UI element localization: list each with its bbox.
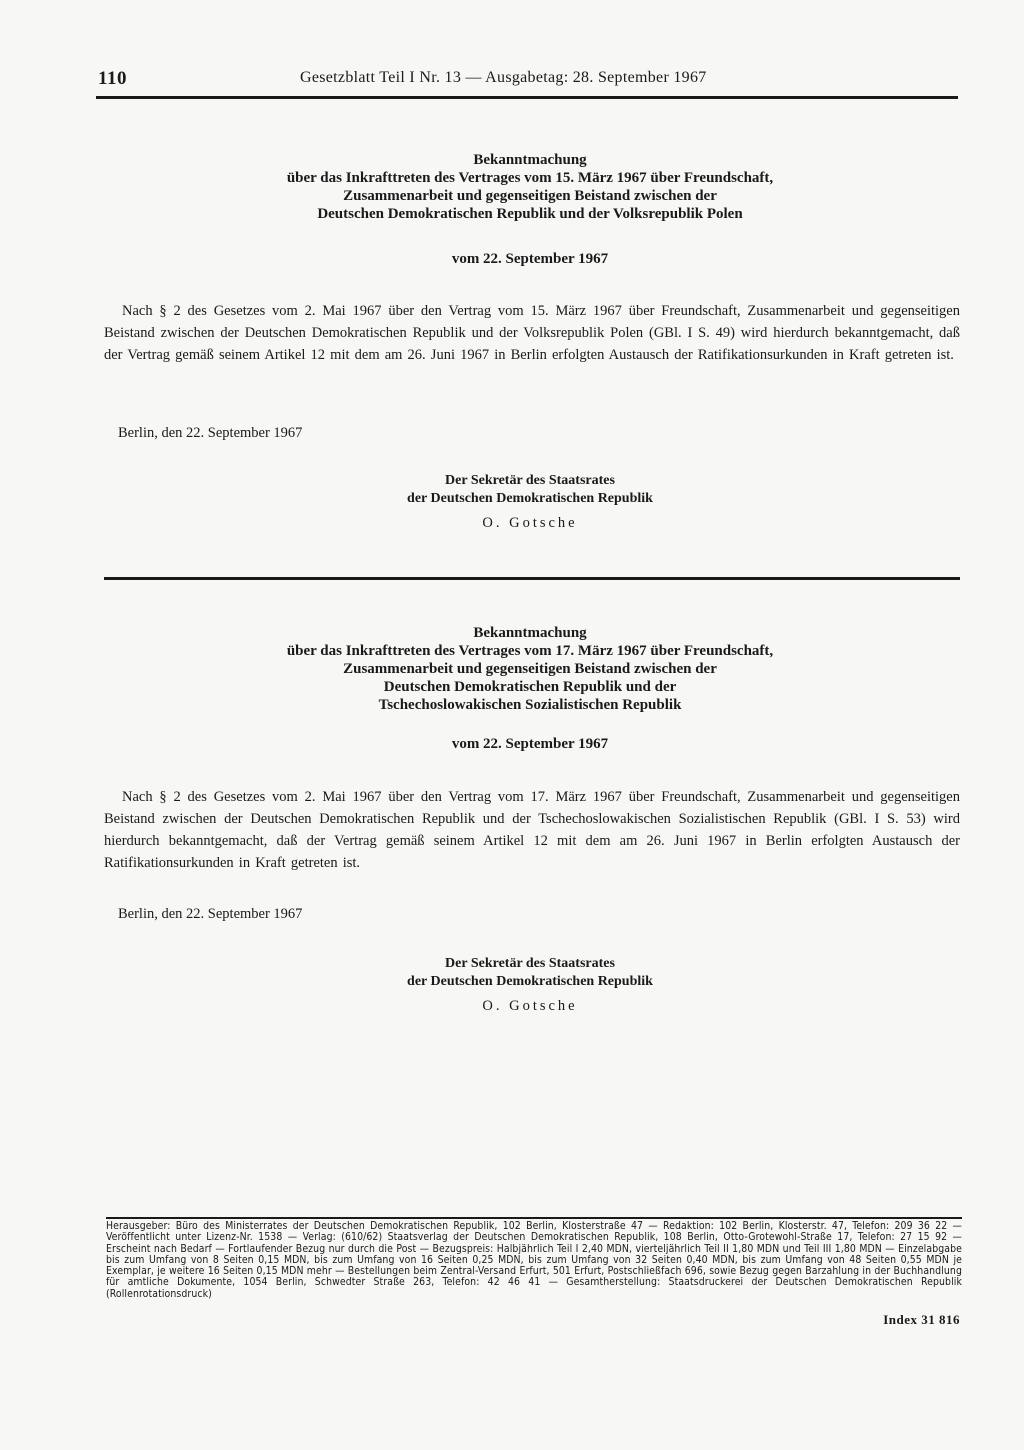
footer-rule [106,1217,962,1219]
announcement-1-title-line: Zusammenarbeit und gegenseitigen Beistand zwischen der [343,188,717,204]
announcement-2-title-line: Zusammenarbeit und gegenseitigen Beistand zwischen der [343,661,717,677]
announcement-2-title-line: Tschechoslowakischen Sozialistischen Republik [378,697,682,713]
section-divider [104,577,960,580]
announcement-1-signer [100,472,960,508]
announcement-2-signer [100,955,960,991]
signer-title-line: Der Sekretär des Staatsrates [445,473,615,488]
announcement-1-title-line: über das Inkrafttreten des Vertrages vom 15. März 1967 über Freundschaft, [286,170,774,186]
signer-title-line: Der Sekretär des Staatsrates [445,956,615,971]
page-header [98,68,958,94]
header-rule [96,96,958,99]
announcement-2-title-line: Deutschen Demokratischen Republik und der [383,679,677,695]
publisher-imprint: Herausgeber: Büro des Ministerrates der Deutschen Demokratischen Republik, 102 Berlin, Klosterstraße 47 — Redaktion: 102 Berlin, Klosterstr. 47, Telefon: 209 36 22 — Veröffentlicht unter Lizenz-Nr. 1538 — Verlag: (610/62) Staatsverlag der Deutschen Demokratischen Republik, 108 Berlin, Otto-Grotewohl-Straße 17, Telefon: 27 15 92 — Erscheint nach Bedarf — Fortlaufender Bezug nur durch die Post — Bezugspreis: Halbjährlich Teil I 2,40 MDN, vierteljährlich Teil II 1,80 MDN und Teil III 1,80 MDN — Einzelabgabe bis zum Umfang von 8 Seiten 0,15 MDN, bis zum Umfang von 16 Seiten 0,25 MDN, bis zum Umfang von 32 Seiten 0,40 MDN, bis zum Umfang von 48 Seiten 0,55 MDN je Exemplar, je weitere 16 Seiten 0,15 MDN mehr — Bestellungen beim Zentral-Versand Erfurt, 501 Erfurt, Postschließfach 696, sowie Bezug gegen Barzahlung in der Buchhandlung für amtliche Dokumente, 1054 Berlin, Schwedter Straße 263, Telefon: 42 46 41 — Gesamtherstellung: Staatsdruckerei der Deutschen Demokratischen Republik (Rollenrotationsdruck) [106,1220,962,1300]
announcement-1-title [100,151,960,223]
announcement-2-place-date: Berlin, den 22. September 1967 [118,906,303,922]
announcement-2-body: Nach § 2 des Gesetzes vom 2. Mai 1967 über den Vertrag vom 17. März 1967 über Freundschaft, Zusammenarbeit und gegenseitigen Beistand zwischen der Deutschen Demokratischen Republik und der Tschechoslowakischen Sozialistischen Republik (GBl. I S. 53) wird hierdurch bekanntgemacht, daß der Vertrag gemäß seinem Artikel 12 mit dem am 26. Juni 1967 in Berlin erfolgten Austausch der Ratifikationsurkunden in Kraft getreten ist. [104,789,960,871]
index-number: Index 31 816 [883,1312,960,1327]
signer-title-line: der Deutschen Demokratischen Republik [407,491,653,506]
announcement-2-title-line: über das Inkrafttreten des Vertrages vom 17. März 1967 über Freundschaft, [286,643,774,659]
announcement-2-title-line: Bekanntmachung [473,625,587,641]
announcement-2-date: vom 22. September 1967 [451,736,609,752]
announcement-2-signer-name: O. Gotsche [482,998,578,1014]
announcement-1-place-date: Berlin, den 22. September 1967 [118,425,303,441]
announcement-1-title-line: Deutschen Demokratischen Republik und der Volksrepublik Polen [317,206,743,222]
announcement-1-title-line: Bekanntmachung [473,152,587,168]
announcement-1-body: Nach § 2 des Gesetzes vom 2. Mai 1967 über den Vertrag vom 15. März 1967 über Freundschaft, Zusammenarbeit und gegenseitigen Beistand zwischen der Deutschen Demokratischen Republik und der Volksrepublik Polen (GBl. I S. 49) wird hierdurch bekanntgemacht, daß der Vertrag gemäß seinem Artikel 12 mit dem am 26. Juni 1967 in Berlin erfolgten Austausch der Ratifikationsurkunden in Kraft getreten ist. [104,303,960,363]
signer-title-line: der Deutschen Demokratischen Republik [407,974,653,989]
gazette-header-title: Gesetzblatt Teil I Nr. 13 — Ausgabetag: 28. September 1967 [300,69,707,86]
announcement-2-title [100,624,960,714]
announcement-1-date: vom 22. September 1967 [451,251,609,267]
page-number: 110 [98,68,127,89]
announcement-1-signer-name: O. Gotsche [482,515,578,531]
